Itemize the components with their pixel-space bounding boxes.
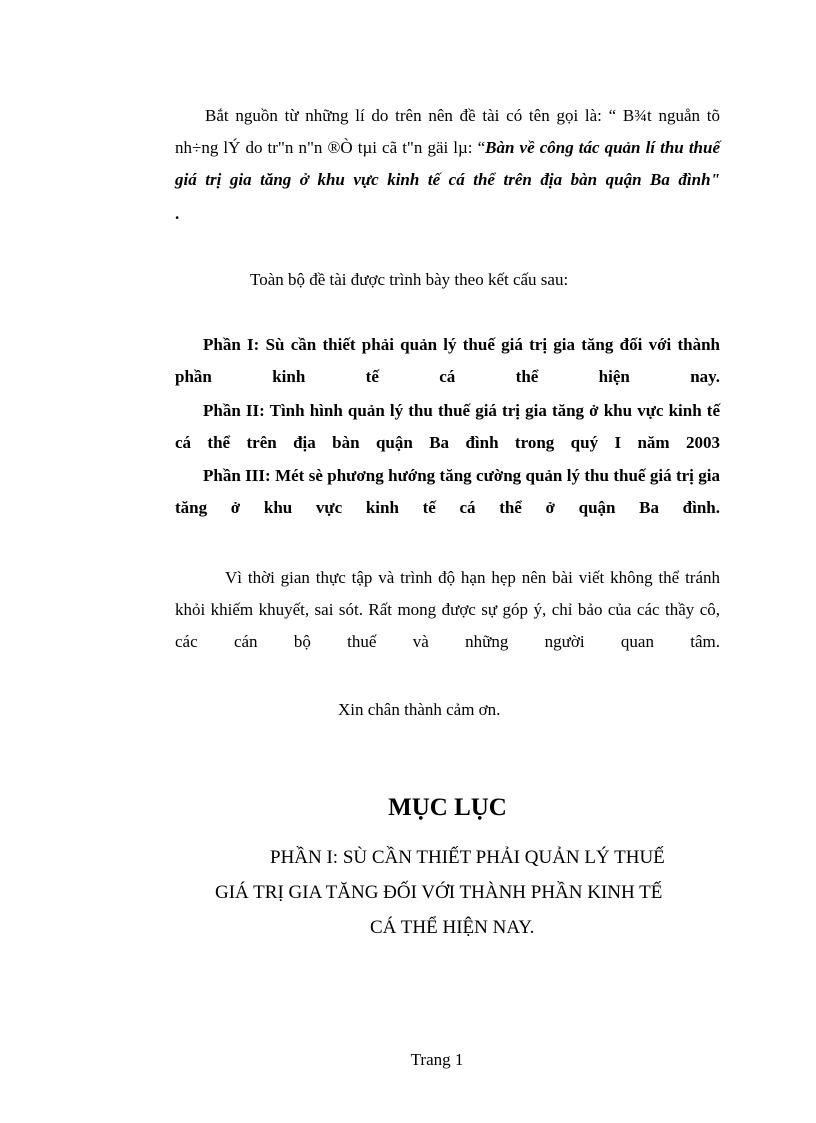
toc-title: MỤC LỤC [388, 794, 507, 821]
intro-text: Bắt nguồn từ những lí do trên nên đề tài có tên gọi là: “ B¾t nguån tõ nh÷ng lÝ do tr"n n"n ®Ò tµi cã t"n gäi lµ: “ [175, 106, 720, 157]
intro-paragraph [175, 100, 720, 196]
period-mark: . [175, 204, 180, 223]
thanks-line: Xin chân thành cảm ơn. [338, 700, 501, 719]
part-1-item: Phần I: Sù cần thiết phải quản lý thuế giá trị gia tăng đối với thành phần kinh tế cá thể hiện nay. [175, 335, 720, 386]
thesis-title: Bàn về công tác quản lí thu thuế giá trị gia tăng ở khu vực kinh tế cá thể trên địa bàn quận Ba đình" [175, 138, 720, 189]
intro-period [175, 198, 720, 230]
toc-line-2: GIÁ TRỊ GIA TĂNG ĐỐI VỚI THÀNH PHẦN KINH TẾ [215, 882, 663, 903]
part-3-item: Phần III: Mét sè phương hướng tăng cường quản lý thu thuế giá trị gia tăng ở khu vực kinh tế cá thể ở quận Ba đình. [175, 466, 720, 517]
page-number: Trang 1 [410, 1050, 464, 1069]
apology-paragraph: Vì thời gian thực tập và trình độ hạn hẹp nên bài viết không thể tránh khỏi khiếm khuyết, sai sót. Rất mong được sự góp ý, chỉ bảo của các thầy cô, các cán bộ thuế và những người quan tâm. [175, 568, 720, 651]
toc-line-3: CÁ THỂ HIỆN NAY. [370, 917, 535, 938]
part-2-item: Phần II: Tình hình quản lý thu thuế giá trị gia tăng ở khu vực kinh tế cá thể trên địa bàn quận Ba đình trong quý I năm 2003 [175, 401, 720, 452]
toc-part-1 [175, 840, 720, 945]
structure-intro: Toàn bộ đề tài được trình bày theo kết cấu sau: [250, 270, 569, 289]
toc-line-1: PHẦN I: SÙ CẦN THIẾT PHẢI QUẢN LÝ THUẾ [270, 847, 665, 868]
